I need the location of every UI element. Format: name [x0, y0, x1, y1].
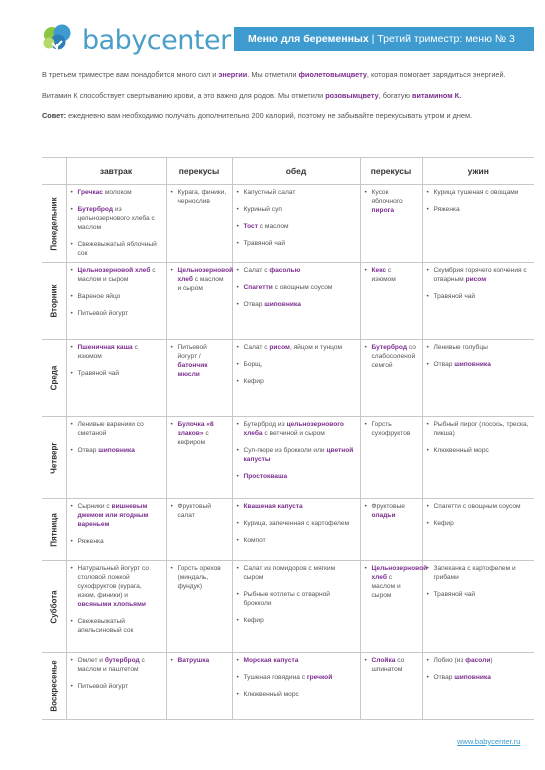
- day-cell: [42, 653, 66, 720]
- text-run: с ветчиной и сыром: [262, 430, 325, 437]
- meal-item: [71, 266, 161, 284]
- meal-item: [427, 519, 530, 528]
- meal-item: [237, 300, 355, 309]
- text-run: Ленивые вареники со сметаной: [77, 421, 144, 437]
- meal-item: [171, 564, 227, 591]
- meal-item: [71, 205, 161, 232]
- highlighted-food: Морская капуста: [243, 657, 299, 664]
- meal-item: [237, 239, 355, 248]
- text-run: Горсть сухофруктов: [371, 421, 411, 437]
- meal-list: [71, 656, 161, 691]
- day-cell: [42, 417, 66, 499]
- meal-item: [365, 343, 417, 370]
- text-run: с овощным соусом: [272, 284, 333, 291]
- meal-cell-snack-2: [360, 499, 422, 561]
- meal-cell-breakfast: [66, 417, 166, 499]
- intro-paragraph-tip: [42, 111, 512, 122]
- text-run: Тушеная говядина с: [243, 674, 307, 681]
- meal-cell-breakfast: [66, 561, 166, 653]
- meal-item: [71, 292, 161, 301]
- meal-item: [237, 536, 355, 545]
- meal-item: [71, 537, 161, 546]
- text-run: Омлет и: [77, 657, 105, 664]
- meal-cell-lunch: [232, 653, 360, 720]
- meal-item: [237, 343, 355, 352]
- meal-cell-snack-2: [360, 185, 422, 263]
- meal-list: [427, 656, 530, 682]
- meal-item: [427, 656, 530, 665]
- highlighted-food: Цельнозерновой хлеб: [371, 565, 428, 581]
- meal-item: [365, 266, 417, 284]
- meal-list: [365, 343, 417, 370]
- meal-cell-snack-1: [166, 499, 232, 561]
- text-run: Отвар: [433, 674, 455, 681]
- text-run: Клюквенный морс: [243, 691, 299, 698]
- text-run: с кефиром: [177, 430, 209, 446]
- highlighted-food: Спагетти: [243, 284, 273, 291]
- highlighted-food: Тост: [243, 223, 258, 230]
- text-run: Ленивые голубцы: [433, 344, 488, 351]
- highlight-text: розовымцвету: [325, 90, 379, 100]
- meal-item: [71, 564, 161, 609]
- meal-cell-snack-1: [166, 561, 232, 653]
- text-run: Кусок яблочного: [371, 189, 403, 205]
- highlighted-food: бутерброд: [104, 657, 140, 664]
- day-label: Понедельник: [49, 196, 59, 251]
- table-header-row: [42, 158, 534, 185]
- highlighted-food: пирога: [371, 207, 395, 214]
- text-run: Кефир: [243, 617, 264, 624]
- meal-cell-snack-2: [360, 340, 422, 417]
- text-run: молоком: [102, 189, 132, 196]
- text-run: В третьем триместре вам понадобится много сил и: [42, 70, 219, 79]
- meal-item: [237, 360, 355, 369]
- meal-list: [365, 420, 417, 438]
- page-header: [0, 0, 545, 70]
- meal-list: [237, 266, 355, 309]
- meal-list: [427, 188, 530, 214]
- text-run: ежедневно вам необходимо получать дополнительно 200 калорий, поэтому не забывайте перекусывать утром и днем.: [66, 111, 473, 120]
- banner-subtitle: Третий триместр: меню № 3: [377, 33, 515, 45]
- meal-item: [237, 266, 355, 275]
- meal-item: [427, 564, 530, 582]
- meal-cell-snack-2: [360, 561, 428, 653]
- text-run: Натуральный йогурт со столовой ложкой сухофруктов (курага, изюм, финики) и: [77, 565, 150, 599]
- meal-item: [427, 502, 530, 511]
- tip-label: Совет:: [42, 111, 67, 120]
- meal-list: [237, 420, 355, 481]
- meal-cell-snack-1: [166, 185, 232, 263]
- meal-item: [237, 446, 355, 464]
- text-run: с маслом и паштетом: [77, 657, 145, 673]
- meal-cell-lunch: [232, 561, 360, 653]
- footer-website-link[interactable]: www.babycenter.ru: [457, 737, 521, 746]
- text-run: Питьевой йогурт: [77, 310, 129, 317]
- meal-item: [237, 283, 355, 292]
- meal-cell-lunch: [232, 417, 360, 499]
- meal-item: [171, 656, 227, 665]
- text-run: Клюквенный морс: [433, 447, 489, 454]
- text-run: , которая помогает зарядиться энергией.: [366, 70, 506, 79]
- meal-list: [427, 266, 530, 301]
- banner-title: Меню для беременных: [248, 33, 369, 45]
- meal-item: [365, 188, 417, 215]
- meal-list: [237, 564, 355, 625]
- meal-item: [237, 519, 355, 528]
- text-run: из цельнозернового хлеба с маслом: [77, 206, 155, 231]
- highlighted-food: Бутерброд: [77, 206, 114, 213]
- highlighted-food: гречкой: [306, 674, 333, 681]
- meal-list: [171, 188, 227, 206]
- meal-cell-dinner: [422, 561, 534, 653]
- meal-list: [237, 656, 355, 699]
- meal-item: [71, 343, 161, 361]
- highlight-text: витамином К.: [411, 90, 462, 100]
- text-run: Фруктовый салат: [177, 503, 211, 519]
- table-row: [42, 653, 534, 720]
- meal-item: [427, 360, 530, 369]
- highlighted-food: Бутерброд: [371, 344, 408, 351]
- meal-cell-breakfast: [66, 263, 166, 340]
- header-day: [42, 158, 66, 185]
- meal-list: [365, 188, 417, 215]
- meal-item: [171, 343, 227, 379]
- day-cell: [42, 340, 66, 417]
- text-run: с маслом и сыром: [371, 574, 401, 599]
- meal-list: [71, 502, 161, 546]
- text-run: Питьевой йогурт: [77, 683, 129, 690]
- meal-cell-snack-2: [360, 417, 422, 499]
- meal-list: [171, 656, 227, 665]
- meal-list: [427, 343, 530, 369]
- text-run: с маслом: [257, 223, 289, 230]
- banner-separator: |: [368, 33, 378, 45]
- meal-item: [365, 656, 417, 674]
- day-label: Пятница: [49, 512, 59, 547]
- meal-item: [427, 266, 530, 284]
- meal-cell-snack-1: [166, 340, 232, 417]
- meal-cell-snack-2: [360, 263, 422, 340]
- text-run: . Мы отметили: [247, 70, 299, 79]
- table-row: [42, 185, 534, 263]
- table-row: [42, 417, 534, 499]
- meal-cell-dinner: [422, 417, 534, 499]
- text-run: Витамин К способствует свертыванию крови, а это важно для родов. Мы отметили: [42, 90, 326, 100]
- meal-cell-dinner: [422, 653, 534, 720]
- meal-item: [71, 682, 161, 691]
- meal-list: [171, 343, 227, 379]
- meal-item: [71, 420, 161, 438]
- meal-item: [237, 188, 355, 197]
- meal-item: [365, 564, 428, 600]
- highlighted-food: Цельнозерновой хлеб: [77, 267, 151, 274]
- highlighted-food: Булочка «8 злаков»: [177, 421, 214, 437]
- meal-item: [237, 222, 355, 231]
- meal-cell-breakfast: [66, 499, 166, 561]
- meal-cell-snack-1: [166, 417, 232, 499]
- meal-cell-lunch: [232, 185, 360, 263]
- day-label: Воскресенье: [49, 660, 59, 712]
- day-cell: [42, 263, 66, 340]
- text-run: Вареное яйцо: [77, 293, 121, 300]
- meal-cell-snack-2: [360, 653, 422, 720]
- text-run: Компот: [243, 537, 266, 544]
- highlighted-food: цельнозернового хлеба: [243, 421, 344, 437]
- text-run: Рыбные котлеты с отварной брокколи: [243, 591, 330, 607]
- meal-item: [427, 188, 530, 197]
- meal-cell-snack-1: [166, 263, 232, 340]
- meal-list: [427, 564, 530, 599]
- text-run: Ряженка: [433, 206, 460, 213]
- meal-cell-lunch: [232, 499, 360, 561]
- meal-item: [237, 205, 355, 214]
- highlighted-food: Простокваша: [243, 473, 288, 480]
- text-run: Кефир: [433, 520, 454, 527]
- meal-item: [237, 472, 355, 481]
- meal-item: [171, 266, 234, 293]
- text-run: Травяной чай: [433, 293, 476, 300]
- meal-cell-dinner: [422, 263, 534, 340]
- table-row: [42, 340, 534, 417]
- highlighted-food: Ватрушка: [177, 657, 210, 664]
- meal-cell-dinner: [422, 185, 534, 263]
- intro-paragraph-energy: [42, 70, 512, 81]
- meal-item: [171, 188, 227, 206]
- meal-item: [71, 656, 161, 674]
- meal-item: [427, 420, 530, 438]
- text-run: Бутерброд из: [243, 421, 287, 428]
- highlighted-food: шиповника: [98, 447, 135, 454]
- text-run: с изюмом: [77, 344, 138, 360]
- meal-item: [427, 292, 530, 301]
- text-run: Запеканка с картофелем и грибами: [433, 565, 516, 581]
- highlighted-food: фасолью: [269, 267, 301, 274]
- meal-item: [427, 205, 530, 214]
- brand-name: babycenter: [82, 24, 231, 56]
- day-cell: [42, 499, 66, 561]
- text-run: Борщ,: [243, 361, 263, 368]
- meal-item: [237, 377, 355, 386]
- meal-item: [171, 502, 227, 520]
- highlighted-food: Цельнозерновой хлеб: [177, 267, 234, 283]
- table-row: [42, 561, 534, 653]
- meal-cell-breakfast: [66, 185, 166, 263]
- text-run: Горсть орехов (миндаль, фундук): [177, 565, 221, 590]
- meal-list: [427, 502, 530, 528]
- meal-list: [237, 188, 355, 248]
- meal-list: [237, 343, 355, 386]
- highlighted-food: оладьи: [371, 512, 396, 519]
- text-run: Курица тушеная с овощами: [433, 189, 519, 196]
- highlighted-food: шиповника: [454, 361, 491, 368]
- header-snack-2: перекусы: [360, 158, 422, 185]
- meal-item: [237, 420, 355, 438]
- highlighted-food: фасоли: [465, 657, 491, 664]
- meal-item: [365, 420, 417, 438]
- meal-item: [71, 446, 161, 455]
- meal-item: [237, 564, 355, 582]
- text-run: Лобио (из: [433, 657, 466, 664]
- meal-item: [365, 502, 417, 520]
- header-lunch: обед: [232, 158, 360, 185]
- meal-cell-lunch: [232, 263, 360, 340]
- meal-item: [427, 673, 530, 682]
- text-run: Питьевой йогурт /: [177, 344, 207, 360]
- meal-cell-dinner: [422, 340, 534, 417]
- meal-cell-dinner: [422, 499, 534, 561]
- text-run: , яйцом и тунцом: [289, 344, 343, 351]
- meal-item: [427, 446, 530, 455]
- table-row: [42, 263, 534, 340]
- title-banner: [234, 27, 534, 51]
- highlighted-food: шиповника: [264, 301, 301, 308]
- highlighted-food: овсяными хлопьями: [77, 601, 146, 608]
- intro-paragraph-vitamin-k: [42, 91, 512, 102]
- meal-list: [171, 502, 227, 520]
- meal-cell-breakfast: [66, 340, 166, 417]
- meal-list: [365, 266, 417, 284]
- text-run: со шпинатом: [371, 657, 405, 673]
- text-run: Салат с: [243, 344, 270, 351]
- meal-list: [71, 564, 161, 635]
- meal-list: [365, 564, 428, 600]
- header-breakfast: завтрак: [66, 158, 166, 185]
- meal-list: [427, 420, 530, 455]
- highlighted-food: батончик мюсли: [177, 362, 208, 378]
- text-run: Капустный салат: [243, 189, 296, 196]
- intro-text: [42, 70, 512, 132]
- text-run: Отвар: [77, 447, 99, 454]
- highlighted-food: Квашеная капуста: [243, 503, 303, 510]
- meal-list: [71, 420, 161, 455]
- highlight-text: фиолетовымцвету: [298, 70, 367, 79]
- header-snack-1: перекусы: [166, 158, 232, 185]
- meal-item: [71, 617, 161, 635]
- text-run: Фруктовые: [371, 503, 405, 510]
- text-run: Кефир: [243, 378, 264, 385]
- highlighted-food: Пшеничная каша: [77, 344, 133, 351]
- meal-item: [237, 502, 355, 511]
- meal-item: [237, 616, 355, 625]
- meal-item: [71, 309, 161, 318]
- highlighted-food: Слойка: [371, 657, 396, 664]
- text-run: Рыбный пирог (лосось, треска, пикша): [433, 421, 529, 437]
- meal-item: [71, 240, 161, 258]
- meal-item: [237, 690, 355, 699]
- day-label: Вторник: [49, 284, 59, 318]
- text-run: Скумбрия горячего копчения с отварным: [433, 267, 527, 283]
- day-label: Среда: [49, 365, 59, 391]
- day-cell: [42, 561, 66, 653]
- text-run: Салат с: [243, 267, 270, 274]
- text-run: Свежевыжатый апельсиновый сок: [77, 618, 134, 634]
- meal-item: [237, 673, 355, 682]
- meal-cell-snack-1: [166, 653, 232, 720]
- meal-list: [171, 420, 227, 447]
- meal-item: [71, 188, 161, 197]
- text-run: Ряженка: [77, 538, 104, 545]
- day-label: Суббота: [49, 589, 59, 624]
- meal-item: [71, 369, 161, 378]
- text-run: Травяной чай: [433, 591, 476, 598]
- meal-list: [71, 266, 161, 318]
- highlighted-food: шиповника: [454, 674, 491, 681]
- text-run: Сырники с: [77, 503, 112, 510]
- meal-item: [427, 343, 530, 352]
- highlighted-food: рисом: [465, 276, 487, 283]
- text-run: ): [490, 657, 493, 664]
- text-run: Травяной чай: [243, 240, 286, 247]
- meal-list: [365, 656, 417, 674]
- text-run: Суп-пюре из брокколи или: [243, 447, 327, 454]
- highlighted-food: Гречкас: [77, 189, 103, 196]
- text-run: , богатую: [378, 90, 412, 100]
- meal-item: [237, 656, 355, 665]
- day-cell: [42, 185, 66, 263]
- text-run: Курага, финики, чернослив: [177, 189, 227, 205]
- table-row: [42, 499, 534, 561]
- meal-item: [427, 590, 530, 599]
- meal-item: [171, 420, 227, 447]
- text-run: Куриный суп: [243, 206, 282, 213]
- meal-list: [71, 343, 161, 378]
- highlighted-food: вишневым джемом или ягодным вареньем: [77, 503, 149, 528]
- text-run: с изюмом: [371, 267, 396, 283]
- text-run: Отвар: [243, 301, 265, 308]
- meal-list: [365, 502, 417, 520]
- meal-item: [71, 502, 161, 529]
- meal-list: [71, 188, 161, 258]
- highlighted-food: Кекс: [371, 267, 387, 274]
- header-dinner: ужин: [422, 158, 534, 185]
- text-run: Свежевыжатый яблочный сок: [77, 241, 157, 257]
- highlighted-food: цветной капусты: [243, 447, 354, 463]
- text-run: Спагетти с овощным соусом: [433, 503, 521, 510]
- meal-list: [237, 502, 355, 545]
- meal-cell-breakfast: [66, 653, 166, 720]
- highlighted-food: рисом: [269, 344, 290, 351]
- meal-list: [171, 266, 234, 293]
- text-run: с маслом и сыром: [77, 267, 156, 283]
- meal-item: [237, 590, 355, 608]
- text-run: Салат из помидоров с мягким сыром: [243, 565, 336, 581]
- text-run: со слабосоленой семгой: [371, 344, 416, 369]
- meal-cell-lunch: [232, 340, 360, 417]
- text-run: Отвар: [433, 361, 455, 368]
- text-run: Травяной чай: [77, 370, 120, 377]
- weekly-menu-table: [42, 157, 534, 720]
- tree-logo-icon: [38, 22, 78, 58]
- highlight-text: энергии: [218, 70, 248, 79]
- brand-logo[interactable]: [38, 22, 231, 58]
- day-label: Четверг: [49, 441, 59, 474]
- text-run: Курица, запеченная с картофелем: [243, 520, 350, 527]
- meal-list: [171, 564, 227, 591]
- text-run: с маслом и сыром: [177, 276, 224, 292]
